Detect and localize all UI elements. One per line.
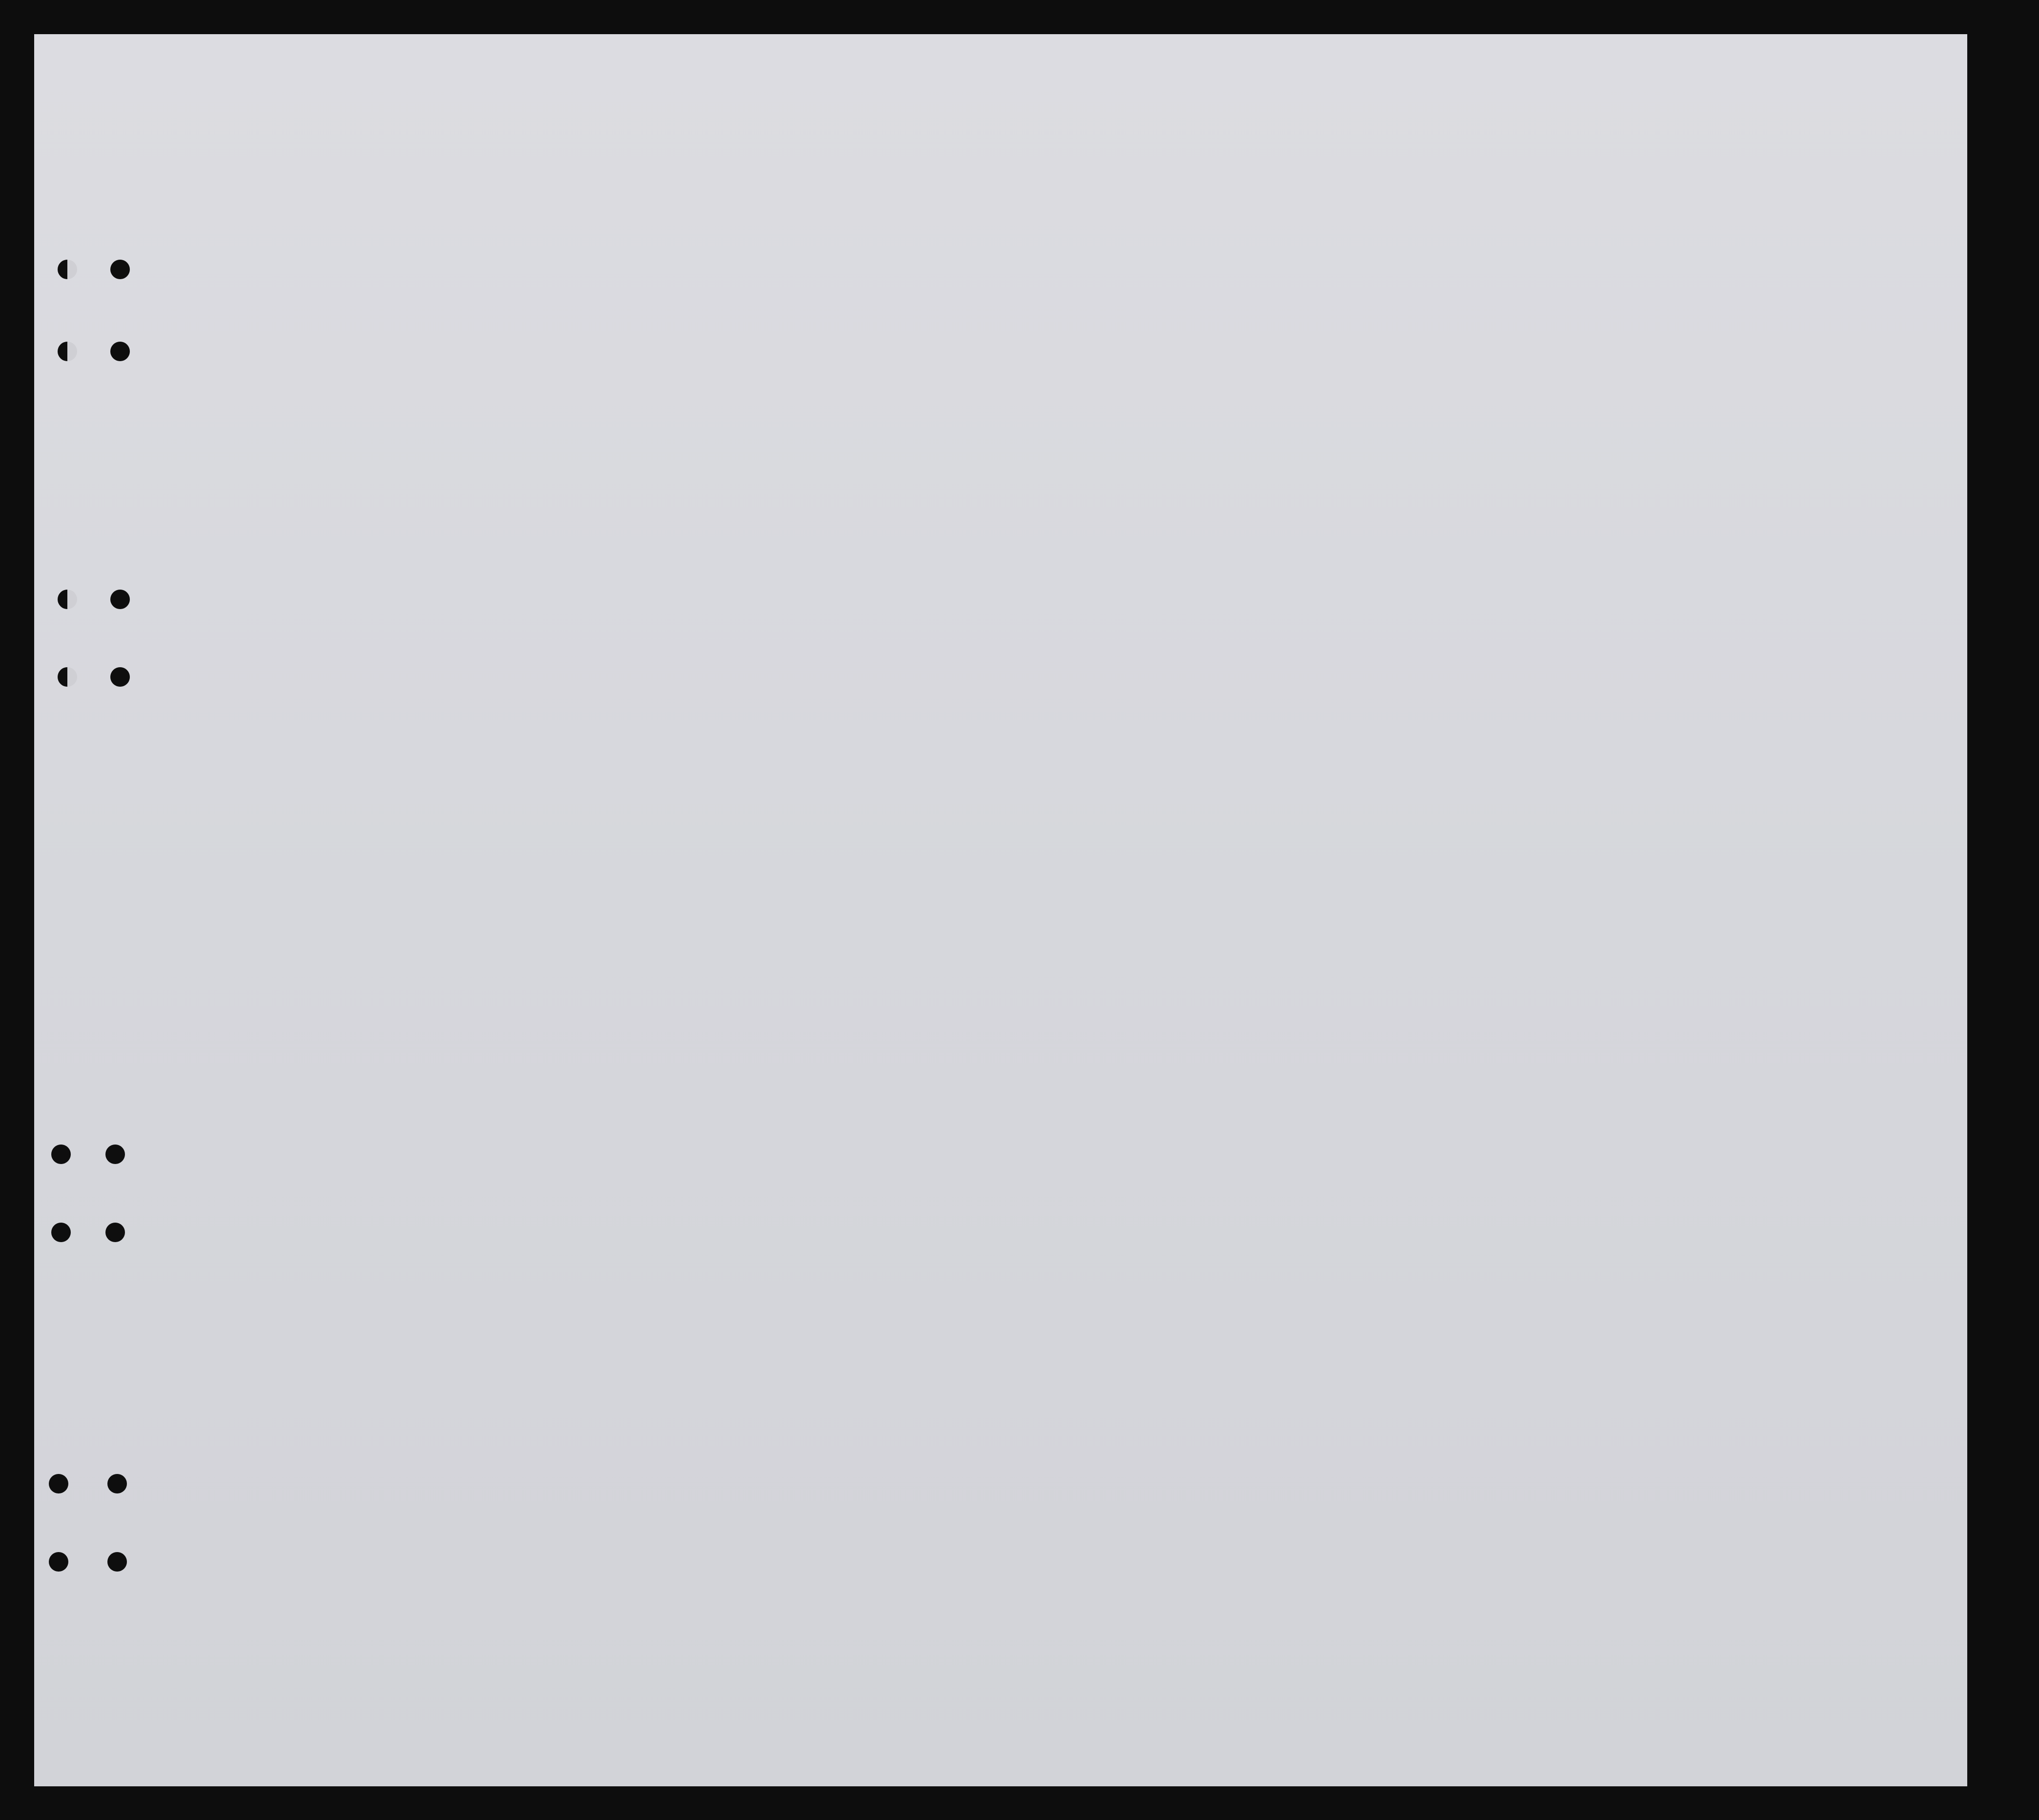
header-money [730,311,759,468]
ruled-grid [34,34,1967,1786]
header-ticket [620,311,649,468]
manifest-sheet [34,34,1967,1786]
header-purpose-return [1130,326,1161,465]
binding-hole [49,1552,68,1572]
binding-hole [49,1474,68,1493]
binding-hole [58,260,77,279]
header-anarchist [1299,311,1324,465]
header-question-29 [1374,311,1411,465]
binding-hole [110,260,130,279]
binding-hole [51,1223,71,1242]
binding-hole [110,342,130,361]
binding-hole [58,590,77,609]
header-prison [1242,311,1272,465]
binding-hole [107,1474,127,1493]
header-inches [1695,425,1712,473]
binding-hole [110,667,130,687]
binding-hole [105,1145,125,1164]
header-deported [1416,311,1484,465]
header-feet [1674,429,1692,473]
header-question-28 [1328,311,1372,465]
binding-hole [105,1223,125,1242]
binding-hole [58,667,77,687]
binding-hole [51,1145,71,1164]
header-polygamist [1273,311,1297,465]
binding-hole [110,590,130,609]
binding-hole [58,342,77,361]
header-purpose-length [1167,326,1201,465]
header-purpose-citizen [1207,326,1238,465]
binding-hole [107,1552,127,1572]
